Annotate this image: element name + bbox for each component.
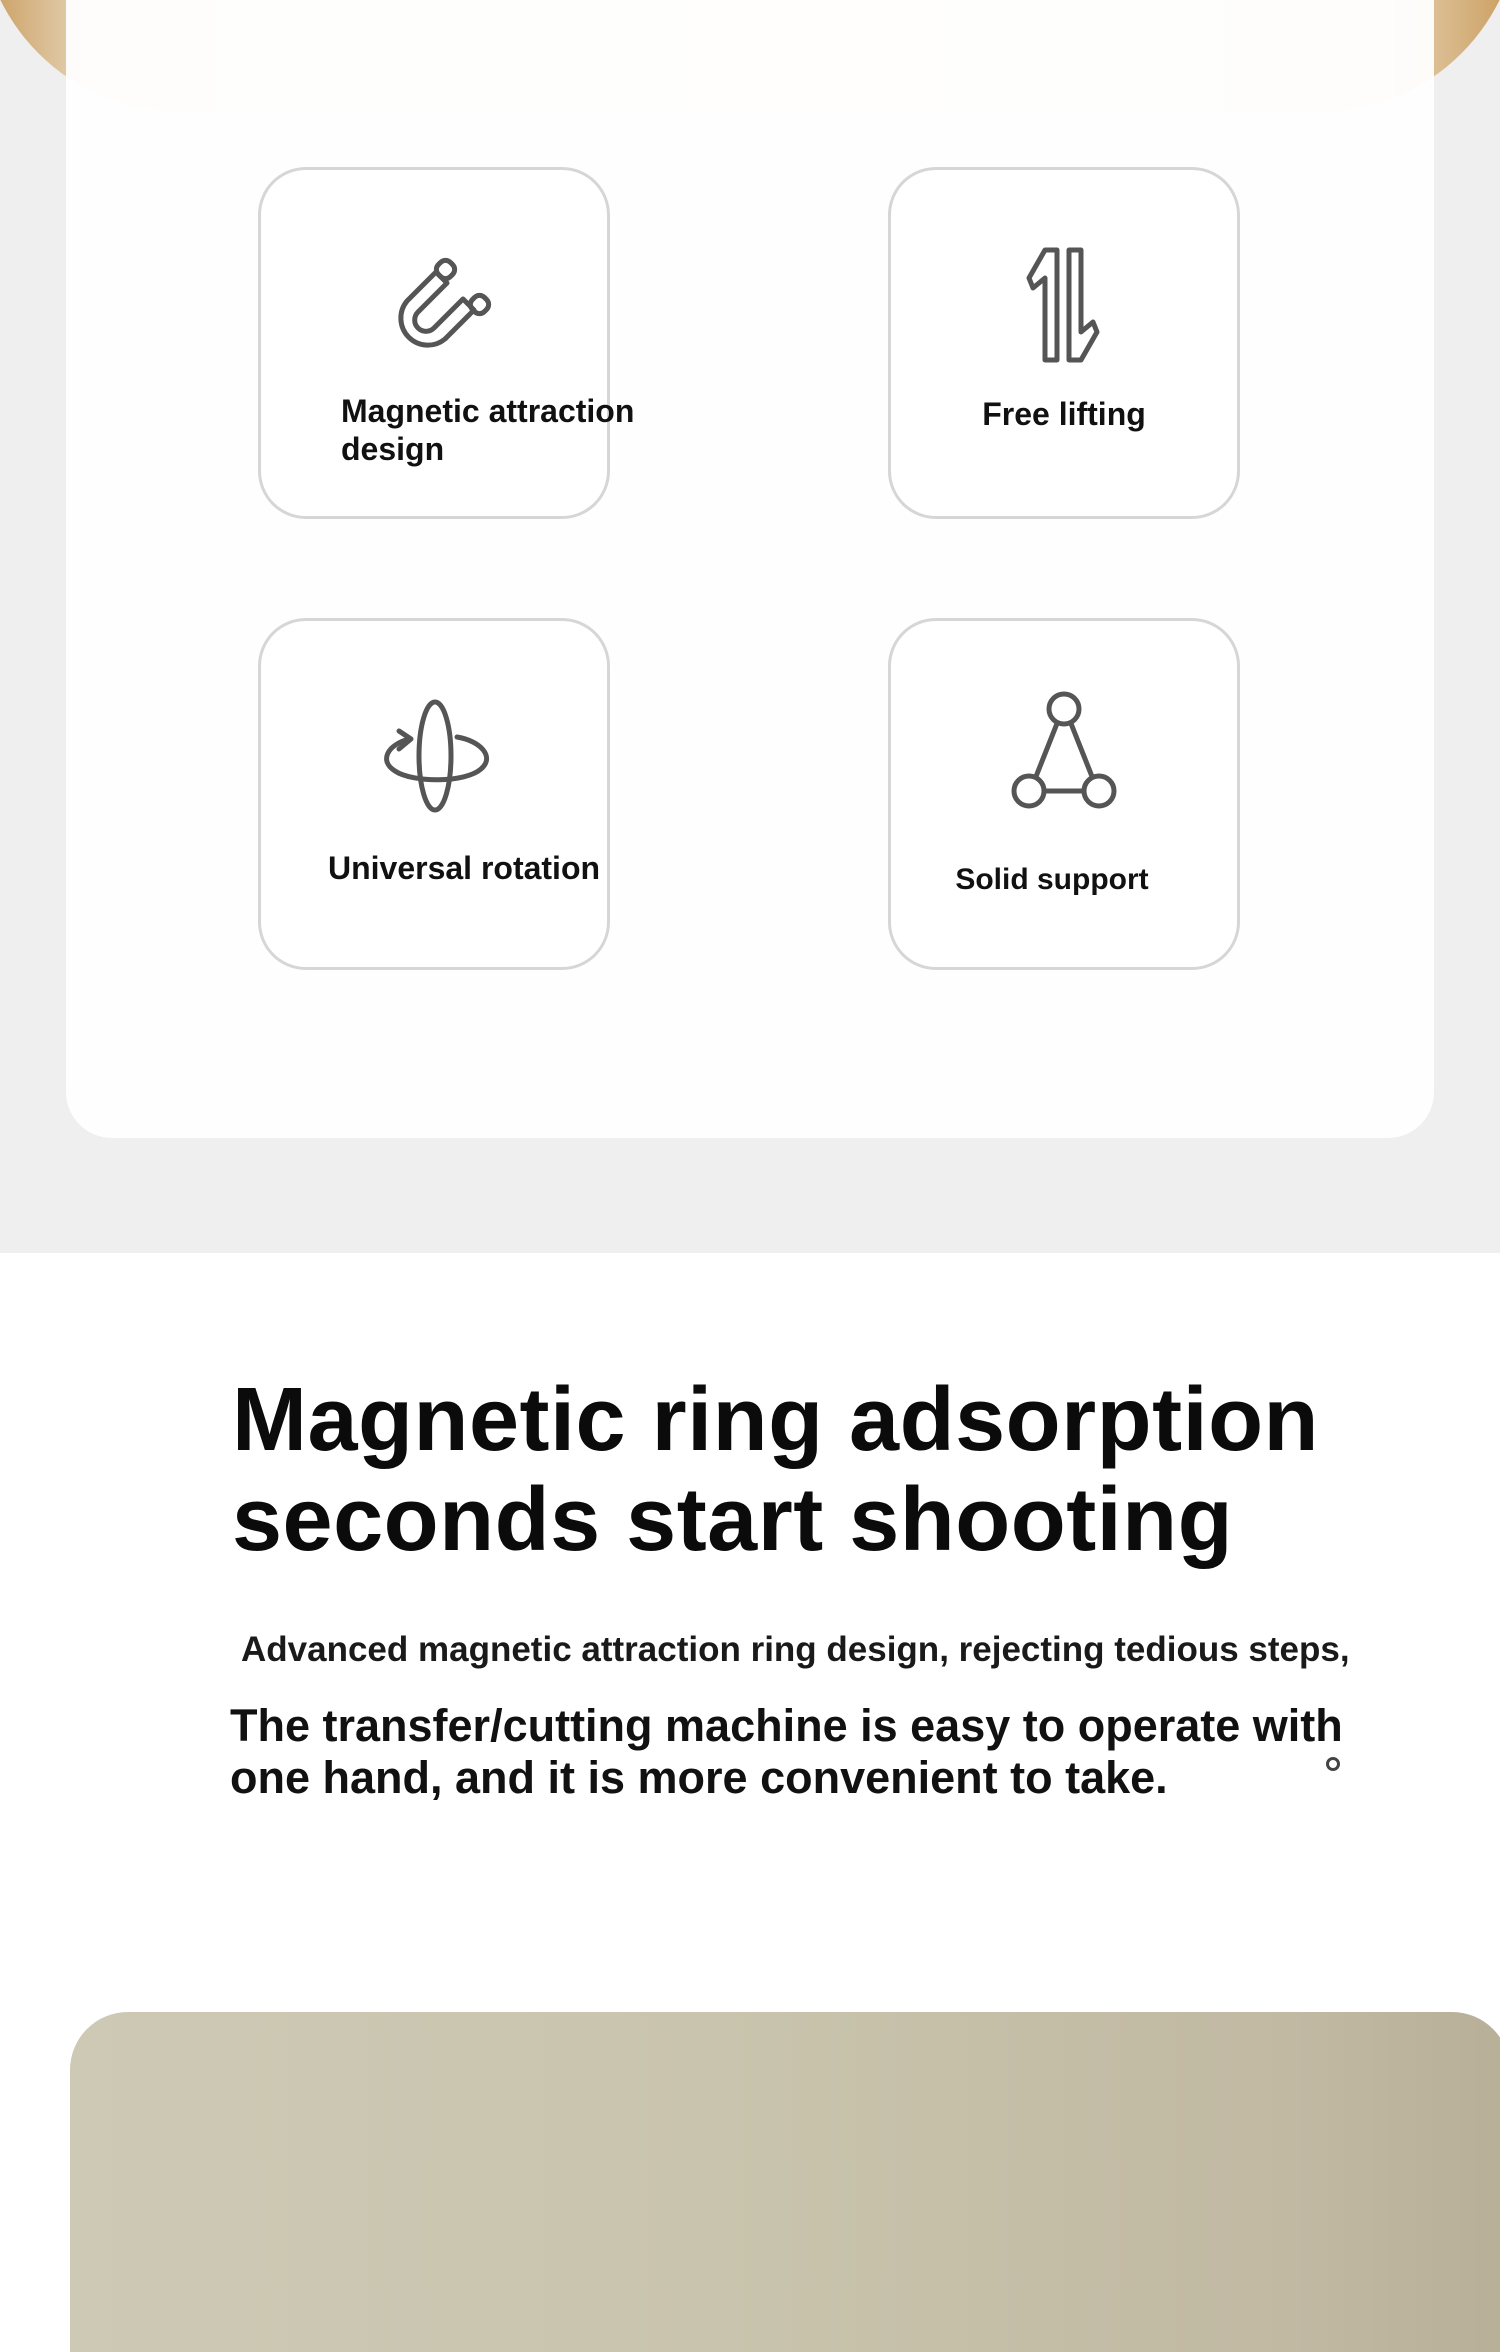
period-mark	[1326, 1757, 1340, 1771]
description-line-2: The transfer/cutting machine is easy to operate with one hand, and it is more convenient to take.	[230, 1700, 1343, 1803]
feature-label: Solid support	[955, 863, 1149, 896]
feature-label: Universal rotation	[327, 850, 601, 886]
feature-label: Free lifting	[982, 396, 1146, 432]
product-image-banner	[70, 2012, 1500, 2352]
headline	[232, 1370, 1382, 1570]
headline-line-2: seconds start shooting	[232, 1470, 1234, 1570]
feature-free-lifting	[888, 167, 1240, 519]
rotation-icon	[261, 691, 607, 821]
feature-label: Magnetic attraction design	[341, 393, 635, 467]
feature-magnetic-attraction	[258, 167, 635, 519]
triangle-nodes-icon	[891, 691, 1237, 821]
headline-line-1: Magnetic ring adsorption	[232, 1370, 1320, 1470]
description-line-1: Advanced magnetic attraction ring design, rejecting tedious steps,	[241, 1630, 1350, 1669]
features-card	[66, 0, 1434, 1138]
up-down-arrows-icon	[891, 240, 1237, 370]
feature-universal-rotation	[258, 618, 610, 970]
feature-solid-support	[888, 618, 1240, 970]
magnet-icon	[261, 240, 607, 370]
